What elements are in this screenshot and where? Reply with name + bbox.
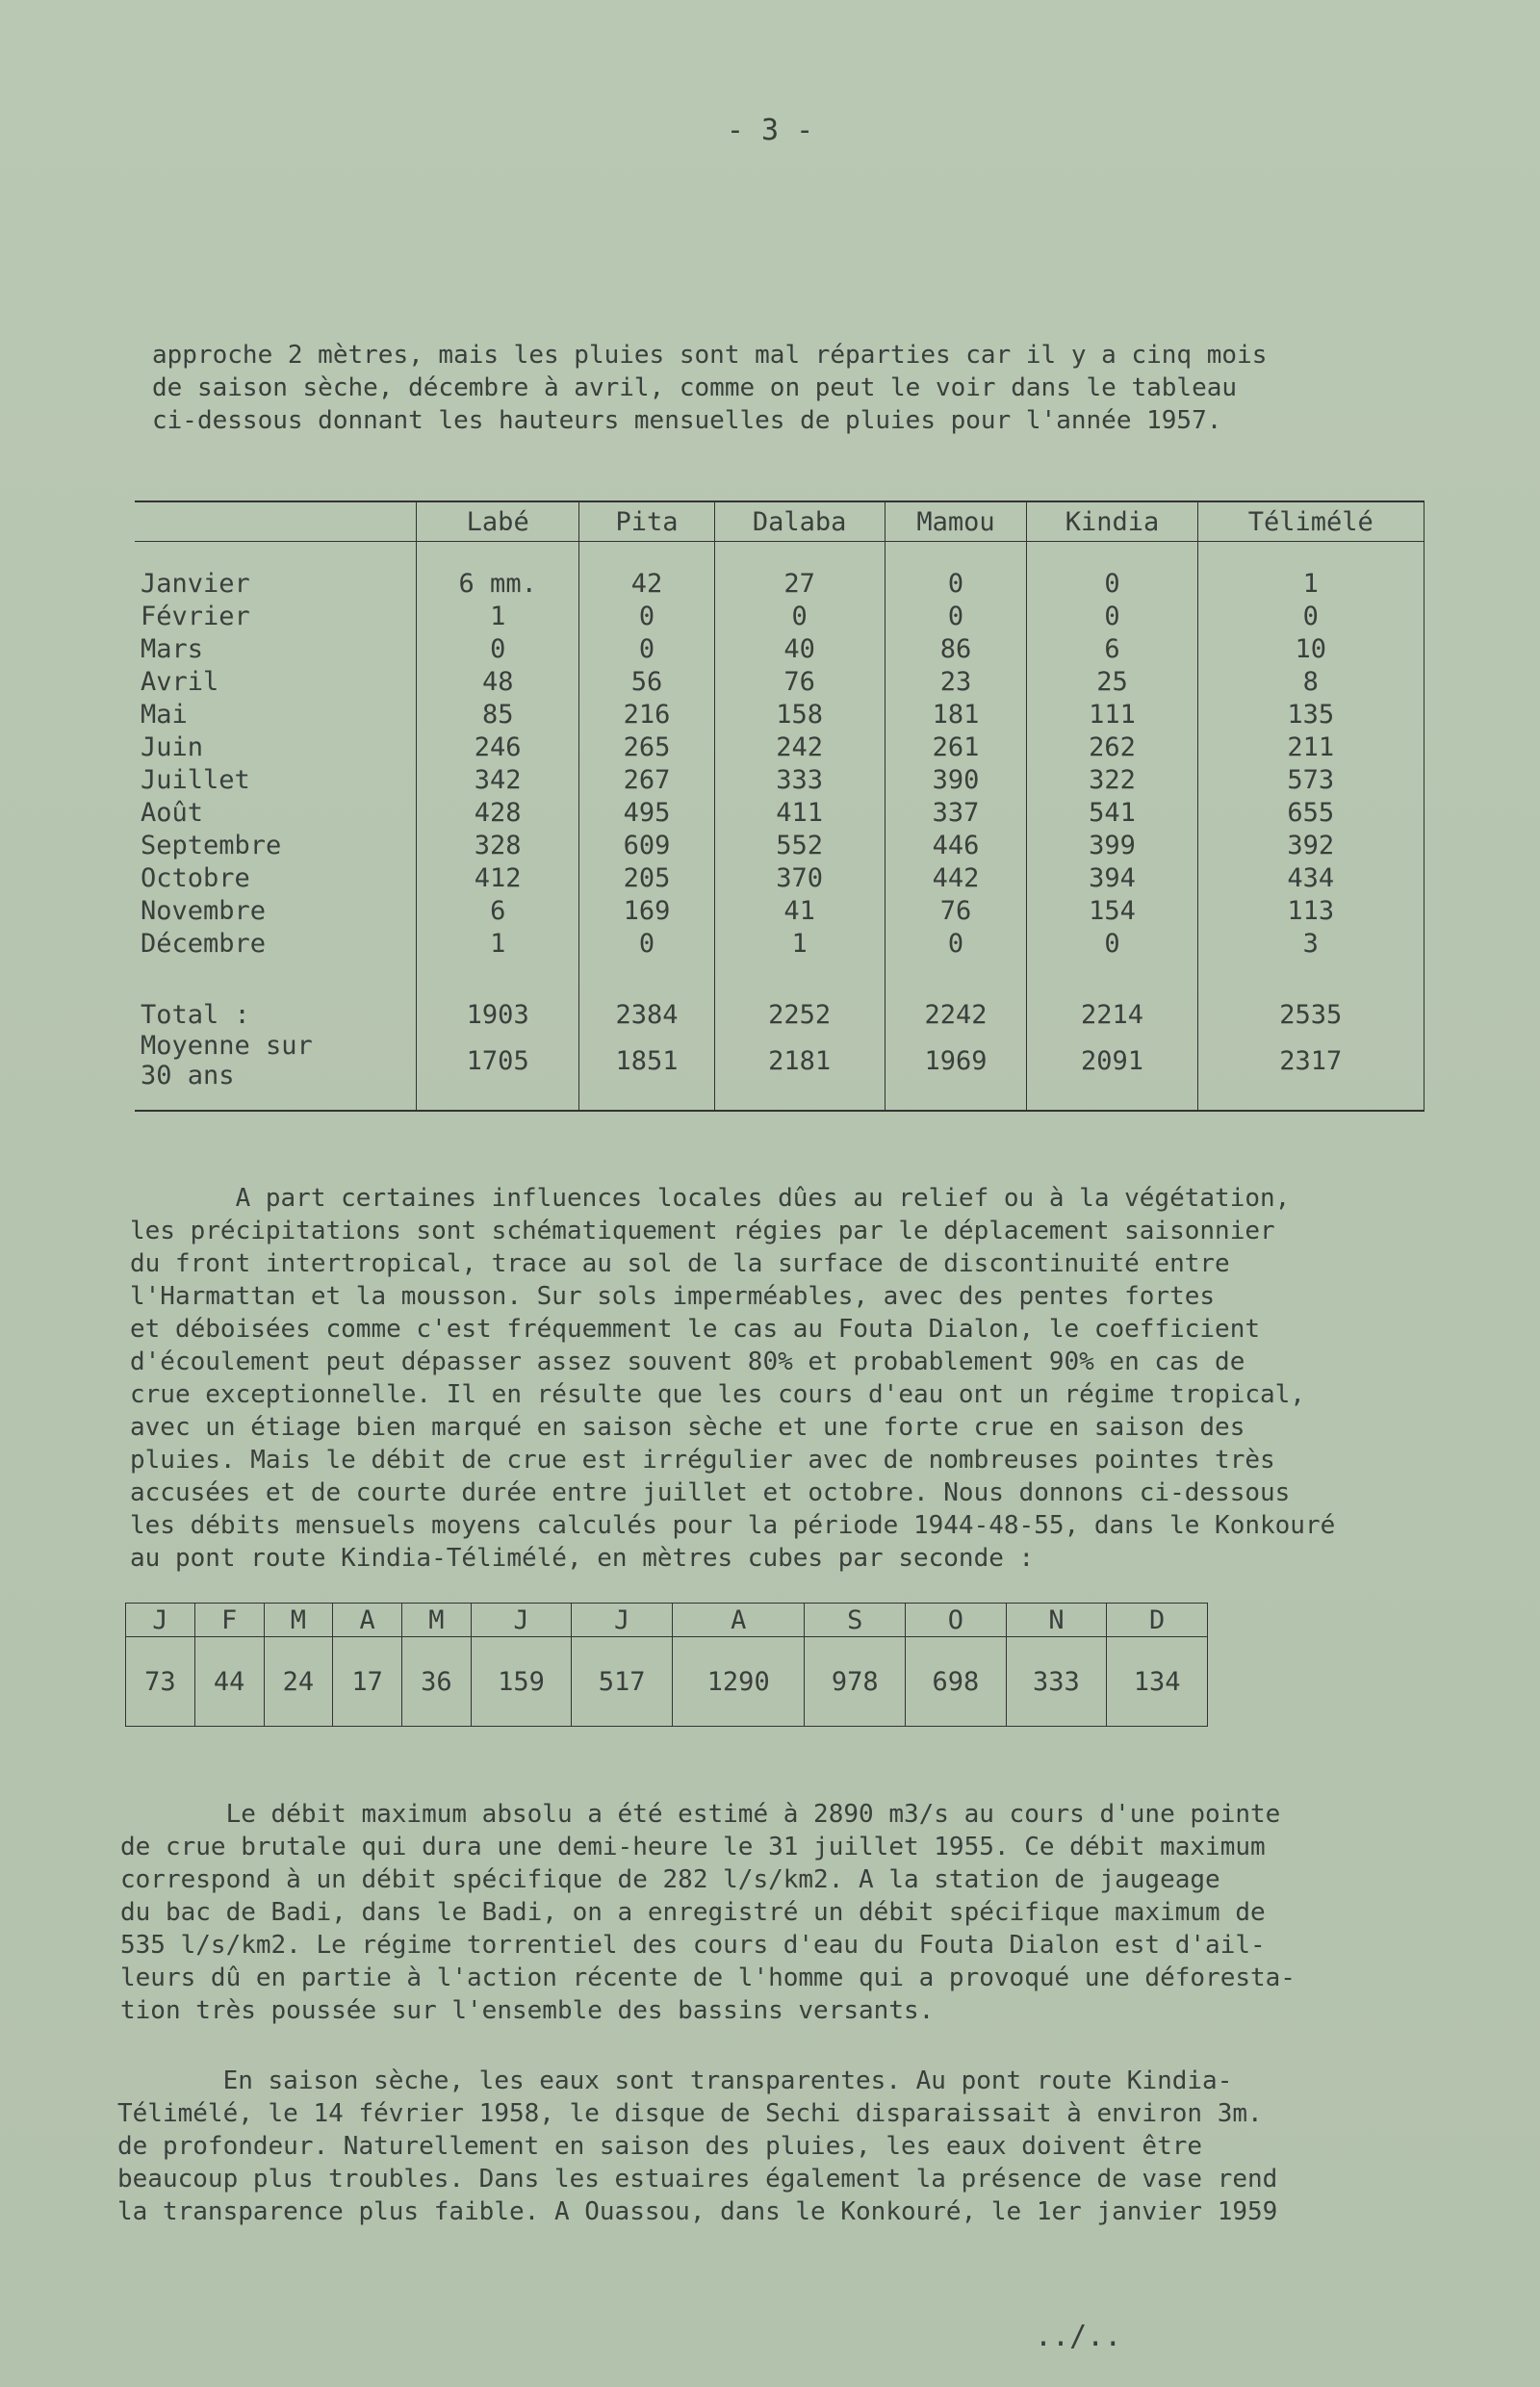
rain-value: 56 xyxy=(579,665,714,698)
flow-value: 73 xyxy=(126,1637,195,1727)
flow-values-row xyxy=(126,1637,1208,1727)
rain-value: 0 xyxy=(714,600,885,632)
flow-value: 134 xyxy=(1107,1637,1208,1727)
rain-value: 265 xyxy=(579,731,714,763)
flow-value: 978 xyxy=(805,1637,906,1727)
station-header: Mamou xyxy=(885,501,1027,542)
total-value: 2535 xyxy=(1197,979,1424,1031)
average-label xyxy=(135,1031,417,1111)
average-value: 2317 xyxy=(1197,1031,1424,1111)
month-label: Février xyxy=(135,600,417,632)
month-header: J xyxy=(572,1604,673,1637)
rain-value: 3 xyxy=(1197,927,1424,979)
rain-value: 113 xyxy=(1197,894,1424,927)
monthly-flow-table xyxy=(125,1603,1208,1727)
rain-value: 205 xyxy=(579,861,714,894)
station-header: Pita xyxy=(579,501,714,542)
rain-value: 0 xyxy=(417,632,579,665)
table-row xyxy=(135,927,1424,979)
text-line: 535 l/s/km2. Le régime torrentiel des cours d'eau du Fouta Dialon est d'ail- xyxy=(120,1931,1266,1960)
average-value: 1705 xyxy=(417,1031,579,1111)
text-line: En saison sèche, les eaux sont transparentes. Au pont route Kindia- xyxy=(117,2066,1233,2095)
month-header: A xyxy=(333,1604,402,1637)
rain-value: 211 xyxy=(1197,731,1424,763)
rain-value: 609 xyxy=(579,829,714,861)
rain-value: 399 xyxy=(1027,829,1197,861)
total-value: 2384 xyxy=(579,979,714,1031)
rain-value: 0 xyxy=(885,542,1027,601)
table-row xyxy=(135,763,1424,796)
station-header: Kindia xyxy=(1027,501,1197,542)
month-header: J xyxy=(126,1604,195,1637)
rain-value: 390 xyxy=(885,763,1027,796)
body-paragraph-2 xyxy=(120,1798,1296,2027)
average-label-line1: Moyenne sur xyxy=(141,1031,313,1061)
text-line: les précipitations sont schématiquement régies par le déplacement saisonnier xyxy=(130,1217,1275,1245)
table-row xyxy=(135,632,1424,665)
rain-value: 328 xyxy=(417,829,579,861)
table-row xyxy=(135,665,1424,698)
rain-value: 434 xyxy=(1197,861,1424,894)
rain-value: 262 xyxy=(1027,731,1197,763)
text-line: au pont route Kindia-Télimélé, en mètres cubes par seconde : xyxy=(130,1544,1035,1573)
text-line: de saison sèche, décembre à avril, comme on peut le voir dans le tableau xyxy=(152,373,1238,402)
rain-value: 552 xyxy=(714,829,885,861)
month-label: Mai xyxy=(135,698,417,731)
table-row xyxy=(135,894,1424,927)
rain-value: 85 xyxy=(417,698,579,731)
rain-value: 242 xyxy=(714,731,885,763)
rain-value: 322 xyxy=(1027,763,1197,796)
rain-value: 0 xyxy=(1027,927,1197,979)
rain-value: 0 xyxy=(579,600,714,632)
rain-value: 158 xyxy=(714,698,885,731)
rain-value: 111 xyxy=(1027,698,1197,731)
flow-value: 698 xyxy=(906,1637,1007,1727)
rain-value: 10 xyxy=(1197,632,1424,665)
table-row xyxy=(135,731,1424,763)
rainfall-header-row xyxy=(135,501,1424,542)
intro-paragraph xyxy=(152,339,1267,437)
average-label-line2: 30 ans xyxy=(141,1061,235,1091)
rain-value: 40 xyxy=(714,632,885,665)
rain-value: 1 xyxy=(1197,542,1424,601)
rain-value: 573 xyxy=(1197,763,1424,796)
text-line: crue exceptionnelle. Il en résulte que les cours d'eau ont un régime tropical, xyxy=(130,1380,1305,1409)
total-row xyxy=(135,979,1424,1031)
rain-value: 337 xyxy=(885,796,1027,829)
month-label: Avril xyxy=(135,665,417,698)
flow-value: 36 xyxy=(402,1637,472,1727)
body-paragraph-1 xyxy=(130,1182,1335,1575)
body-paragraph-3 xyxy=(117,2065,1277,2228)
month-header: N xyxy=(1006,1604,1107,1637)
rain-value: 0 xyxy=(1027,542,1197,601)
rain-value: 1 xyxy=(714,927,885,979)
flow-value: 17 xyxy=(333,1637,402,1727)
table-row xyxy=(135,698,1424,731)
rain-value: 6 xyxy=(1027,632,1197,665)
continuation-mark: ../.. xyxy=(1035,2320,1122,2353)
rain-value: 27 xyxy=(714,542,885,601)
header-blank-cell xyxy=(135,501,417,542)
month-header: S xyxy=(805,1604,906,1637)
month-header: J xyxy=(471,1604,572,1637)
text-line: du bac de Badi, dans le Badi, on a enregistré un débit spécifique maximum de xyxy=(120,1898,1266,1927)
rain-value: 442 xyxy=(885,861,1027,894)
rain-value: 246 xyxy=(417,731,579,763)
flow-value: 333 xyxy=(1006,1637,1107,1727)
text-line: beaucoup plus troubles. Dans les estuaires également la présence de vase rend xyxy=(117,2165,1278,2194)
rain-value: 495 xyxy=(579,796,714,829)
rain-value: 1 xyxy=(417,927,579,979)
rain-value: 370 xyxy=(714,861,885,894)
rain-value: 411 xyxy=(714,796,885,829)
rain-value: 1 xyxy=(417,600,579,632)
rain-value: 154 xyxy=(1027,894,1197,927)
flow-value: 159 xyxy=(471,1637,572,1727)
text-line: A part certaines influences locales dûes au relief ou à la végétation, xyxy=(130,1184,1291,1213)
month-header: A xyxy=(672,1604,804,1637)
rain-value: 541 xyxy=(1027,796,1197,829)
month-label: Mars xyxy=(135,632,417,665)
rain-value: 76 xyxy=(714,665,885,698)
rain-value: 0 xyxy=(1197,600,1424,632)
table-row xyxy=(135,796,1424,829)
text-line: tion très poussée sur l'ensemble des bassins versants. xyxy=(120,1996,935,2025)
rain-value: 333 xyxy=(714,763,885,796)
rain-value: 394 xyxy=(1027,861,1197,894)
rain-value: 6 mm. xyxy=(417,542,579,601)
total-value: 2214 xyxy=(1027,979,1197,1031)
station-header: Dalaba xyxy=(714,501,885,542)
rain-value: 446 xyxy=(885,829,1027,861)
rain-value: 181 xyxy=(885,698,1027,731)
text-line: de crue brutale qui dura une demi-heure le 31 juillet 1955. Ce débit maximum xyxy=(120,1833,1266,1861)
table-row xyxy=(135,861,1424,894)
month-label: Octobre xyxy=(135,861,417,894)
average-row xyxy=(135,1031,1424,1111)
text-line: correspond à un débit spécifique de 282 l/s/km2. A la station de jaugeage xyxy=(120,1865,1220,1894)
average-value: 2091 xyxy=(1027,1031,1197,1111)
month-label: Décembre xyxy=(135,927,417,979)
rain-value: 0 xyxy=(885,927,1027,979)
table-row xyxy=(135,600,1424,632)
flow-header-row xyxy=(126,1604,1208,1637)
text-line: Le débit maximum absolu a été estimé à 2890 m3/s au cours d'une pointe xyxy=(120,1800,1281,1829)
rain-value: 135 xyxy=(1197,698,1424,731)
page-number: - 3 - xyxy=(726,114,814,147)
station-header: Télimélé xyxy=(1197,501,1424,542)
month-label: Janvier xyxy=(135,542,417,601)
text-line: et déboisées comme c'est fréquemment le cas au Fouta Dialon, le coefficient xyxy=(130,1315,1260,1344)
rain-value: 0 xyxy=(885,600,1027,632)
text-line: de profondeur. Naturellement en saison des pluies, les eaux doivent être xyxy=(117,2132,1203,2161)
rain-value: 655 xyxy=(1197,796,1424,829)
month-header: M xyxy=(402,1604,472,1637)
text-line: d'écoulement peut dépasser assez souvent 80% et probablement 90% en cas de xyxy=(130,1348,1245,1376)
rain-value: 169 xyxy=(579,894,714,927)
average-value: 1969 xyxy=(885,1031,1027,1111)
rain-value: 42 xyxy=(579,542,714,601)
rain-value: 0 xyxy=(579,632,714,665)
month-label: Novembre xyxy=(135,894,417,927)
total-label: Total : xyxy=(135,979,417,1031)
month-header: D xyxy=(1107,1604,1208,1637)
month-header: M xyxy=(264,1604,333,1637)
average-value: 1851 xyxy=(579,1031,714,1111)
text-line: du front intertropical, trace au sol de la surface de discontinuité entre xyxy=(130,1249,1230,1278)
text-line: Télimélé, le 14 février 1958, le disque de Sechi disparaissait à environ 3m. xyxy=(117,2099,1263,2128)
total-value: 1903 xyxy=(417,979,579,1031)
month-label: Septembre xyxy=(135,829,417,861)
text-line: leurs dû en partie à l'action récente de l'homme qui a provoqué une déforesta- xyxy=(120,1964,1296,1992)
rain-value: 216 xyxy=(579,698,714,731)
month-header: F xyxy=(194,1604,264,1637)
flow-value: 24 xyxy=(264,1637,333,1727)
month-label: Juin xyxy=(135,731,417,763)
rain-value: 267 xyxy=(579,763,714,796)
flow-value: 517 xyxy=(572,1637,673,1727)
month-header: O xyxy=(906,1604,1007,1637)
rain-value: 41 xyxy=(714,894,885,927)
rain-value: 6 xyxy=(417,894,579,927)
total-value: 2242 xyxy=(885,979,1027,1031)
table-row xyxy=(135,542,1424,601)
rain-value: 392 xyxy=(1197,829,1424,861)
rain-value: 261 xyxy=(885,731,1027,763)
rain-value: 412 xyxy=(417,861,579,894)
rain-value: 48 xyxy=(417,665,579,698)
table-row xyxy=(135,829,1424,861)
text-line: les débits mensuels moyens calculés pour la période 1944-48-55, dans le Konkouré xyxy=(130,1511,1336,1540)
month-label: Juillet xyxy=(135,763,417,796)
flow-value: 1290 xyxy=(672,1637,804,1727)
rain-value: 342 xyxy=(417,763,579,796)
rain-value: 0 xyxy=(579,927,714,979)
total-value: 2252 xyxy=(714,979,885,1031)
text-line: ci-dessous donnant les hauteurs mensuelles de pluies pour l'année 1957. xyxy=(152,406,1222,435)
text-line: approche 2 mètres, mais les pluies sont mal réparties car il y a cinq mois xyxy=(152,341,1268,370)
rain-value: 86 xyxy=(885,632,1027,665)
rain-value: 23 xyxy=(885,665,1027,698)
rain-value: 0 xyxy=(1027,600,1197,632)
rain-value: 428 xyxy=(417,796,579,829)
month-label: Août xyxy=(135,796,417,829)
text-line: pluies. Mais le débit de crue est irrégulier avec de nombreuses pointes très xyxy=(130,1446,1275,1475)
flow-value: 44 xyxy=(194,1637,264,1727)
text-line: la transparence plus faible. A Ouassou, dans le Konkouré, le 1er janvier 1959 xyxy=(117,2197,1278,2226)
text-line: avec un étiage bien marqué en saison sèche et une forte crue en saison des xyxy=(130,1413,1245,1442)
text-line: accusées et de courte durée entre juillet et octobre. Nous donnons ci-dessous xyxy=(130,1478,1291,1507)
average-value: 2181 xyxy=(714,1031,885,1111)
rain-value: 8 xyxy=(1197,665,1424,698)
station-header: Labé xyxy=(417,501,579,542)
rain-value: 76 xyxy=(885,894,1027,927)
rainfall-table xyxy=(135,500,1424,1112)
rain-value: 25 xyxy=(1027,665,1197,698)
text-line: l'Harmattan et la mousson. Sur sols imperméables, avec des pentes fortes xyxy=(130,1282,1216,1311)
